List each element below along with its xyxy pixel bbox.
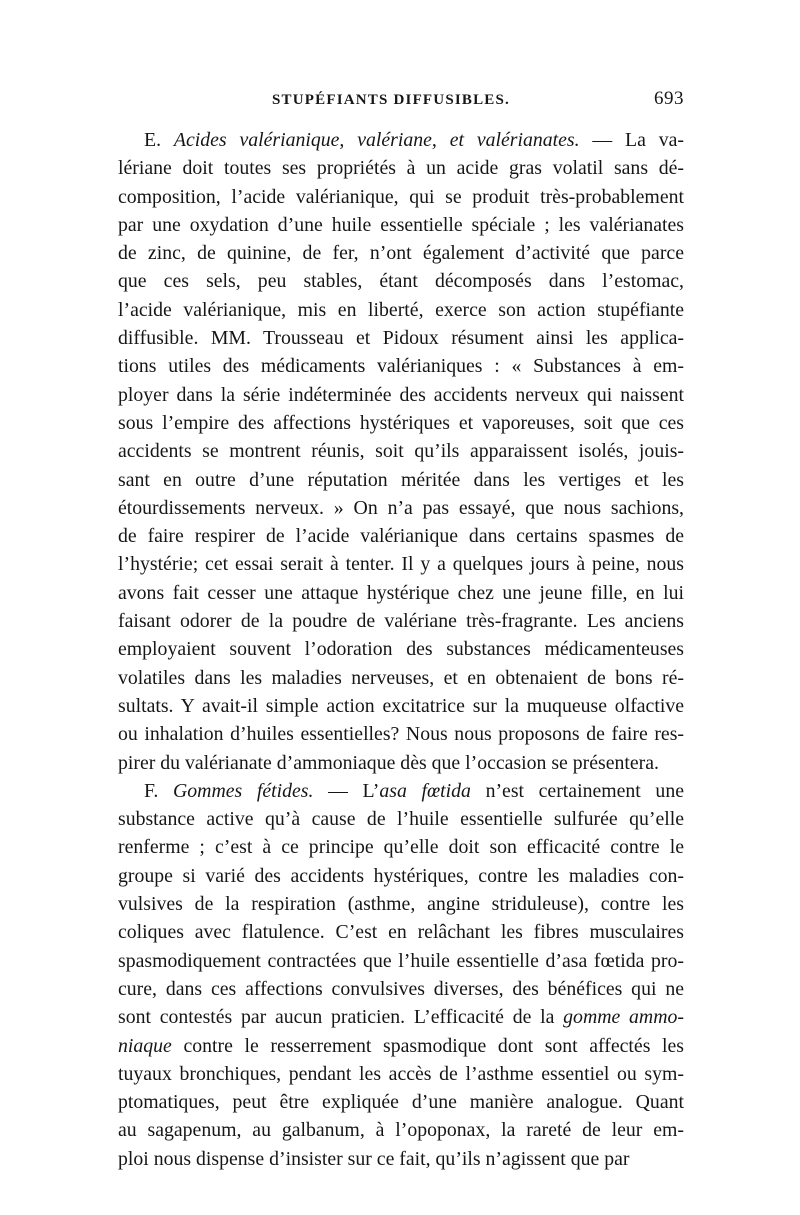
text-line: [118, 692, 684, 720]
text-segment: ployer dans la série indéterminée des accidents nerveux qui naissent: [118, 383, 684, 406]
text-segment: substance active qu’à cause de l’huile essentielle sulfurée qu’elle: [118, 808, 684, 831]
running-title: STUPÉFIANTS DIFFUSIBLES.: [271, 92, 511, 108]
text-segment: renferme ; c’est à ce principe qu’elle doit son efficacité contre le: [118, 836, 684, 859]
text-segment: diffusible. MM. Trousseau et Pidoux résument ainsi les applica-: [118, 327, 684, 350]
text-line: [118, 324, 684, 352]
text-line: [118, 635, 684, 663]
text-line: [118, 1003, 684, 1031]
text-segment: de zinc, de quinine, de fer, n’ont également d’activité que parce: [118, 242, 684, 265]
text-line: [118, 890, 684, 918]
text-segment: employaient souvent l’odoration des substances médicamenteuses: [118, 638, 684, 661]
text-line: [118, 466, 684, 494]
text-line: [118, 267, 684, 295]
paragraph: [118, 777, 684, 1173]
text-segment: ploi nous dispense d’insister sur ce fait, qu’ils n’agissent que par: [118, 1147, 630, 1170]
text-segment: avons fait cesser une attaque hystérique chez une jeune fille, en lui: [118, 581, 684, 604]
text-segment: sont contestés par aucun praticien. L’efficacité de la: [118, 1006, 564, 1029]
text-line: [118, 805, 684, 833]
text-line: [118, 975, 684, 1003]
text-segment: n’est certainement une: [470, 779, 684, 802]
text-line: [118, 1145, 684, 1173]
text-segment: ptomatiques, peut être expliquée d’une manière analogue. Quant: [118, 1091, 684, 1114]
text-segment: l’acide valérianique, mis en liberté, exerce son action stupéfiante: [118, 298, 684, 321]
text-line: [118, 749, 684, 777]
text-segment: que ces sels, peu stables, étant décomposés dans l’estomac,: [118, 270, 684, 293]
text-line: [118, 720, 684, 748]
text-line: [118, 437, 684, 465]
text-line: [118, 352, 684, 380]
text-line: [118, 777, 684, 805]
text-segment: vulsives de la respiration (asthme, angine striduleuse), contre les: [118, 893, 684, 916]
text-line: [118, 607, 684, 635]
text-line: [118, 1060, 684, 1088]
text-line: [118, 381, 684, 409]
text-segment: au sagapenum, au galbanum, à l’opoponax, la rareté de leur em-: [118, 1119, 684, 1142]
text-line: [118, 183, 684, 211]
text-line: [118, 211, 684, 239]
italic-segment: gomme ammo-: [563, 1006, 684, 1029]
text-segment: sultats. Y avait-il simple action excitatrice sur la muqueuse olfactive: [118, 694, 684, 717]
text-segment: tions utiles des médicaments valérianiques : « Substances à em-: [118, 355, 684, 378]
text-segment: contre le resserrement spasmodique dont sont affectés les: [171, 1034, 684, 1057]
text-segment: de faire respirer de l’acide valérianique dans certains spasmes de: [118, 525, 684, 548]
text-line: [118, 664, 684, 692]
text-line: [118, 494, 684, 522]
page-header: [118, 88, 684, 110]
text-segment: spasmodiquement contractées que l’huile essentielle d’asa fœtida pro-: [118, 949, 684, 972]
text-segment: ou inhalation d’huiles essentielles? Nous nous proposons de faire res-: [118, 723, 684, 746]
text-segment: cure, dans ces affections convulsives diverses, des bénéfices qui ne: [118, 977, 684, 1000]
text-segment: E.: [144, 129, 174, 151]
paragraph: [118, 126, 684, 777]
text-line: [118, 833, 684, 861]
text-segment: lériane doit toutes ses propriétés à un acide gras volatil sans dé-: [118, 157, 684, 180]
text-line: [118, 918, 684, 946]
text-segment: pirer du valérianate d’ammoniaque dès que l’occasion se présentera.: [118, 751, 659, 774]
text-line: [118, 862, 684, 890]
text-line: [118, 409, 684, 437]
text-segment: tuyaux bronchiques, pendant les accès de l’asthme essentiel ou sym-: [118, 1062, 684, 1085]
italic-segment: Acides valérianique, valériane, et valérianates.: [173, 129, 580, 151]
body-text: [118, 126, 684, 1173]
text-line: [118, 522, 684, 550]
text-segment: sant en outre d’une réputation méritée dans les vertiges et les: [118, 468, 684, 491]
text-line: [118, 550, 684, 578]
text-segment: groupe si varié des accidents hystériques, contre les maladies con-: [118, 864, 684, 887]
text-line: [118, 947, 684, 975]
text-line: [118, 1116, 684, 1144]
text-line: [118, 126, 684, 154]
text-segment: F.: [144, 779, 173, 802]
text-segment: — La va-: [579, 129, 684, 151]
text-segment: étourdissements nerveux. » On n’a pas essayé, que nous sachions,: [118, 496, 684, 519]
page-number: 693: [654, 88, 684, 109]
text-line: [118, 1032, 684, 1060]
italic-segment: asa fœtida: [379, 779, 471, 802]
text-segment: accidents se montrent réunis, soit qu’ils apparaissent isolés, jouis-: [118, 440, 684, 463]
italic-segment: Gommes fétides.: [173, 779, 314, 802]
text-segment: composition, l’acide valérianique, qui se produit très-probablement: [118, 185, 684, 208]
text-line: [118, 579, 684, 607]
text-line: [118, 296, 684, 324]
text-segment: volatiles dans les maladies nerveuses, et en obtenaient de bons ré-: [118, 666, 684, 689]
text-line: [118, 154, 684, 182]
italic-segment: niaque: [118, 1034, 172, 1057]
text-segment: sous l’empire des affections hystériques et vaporeuses, soit que ces: [118, 411, 684, 434]
text-segment: faisant odorer de la poudre de valériane très-fragrante. Les anciens: [118, 610, 684, 633]
text-segment: — L’: [313, 779, 380, 802]
text-line: [118, 1088, 684, 1116]
text-line: [118, 239, 684, 267]
text-segment: coliques avec flatulence. C’est en relâchant les fibres musculaires: [118, 921, 684, 944]
text-segment: par une oxydation d’une huile essentielle spéciale ; les valérianates: [118, 213, 684, 236]
text-segment: l’hystérie; cet essai serait à tenter. Il y a quelques jours à peine, nous: [118, 553, 684, 576]
